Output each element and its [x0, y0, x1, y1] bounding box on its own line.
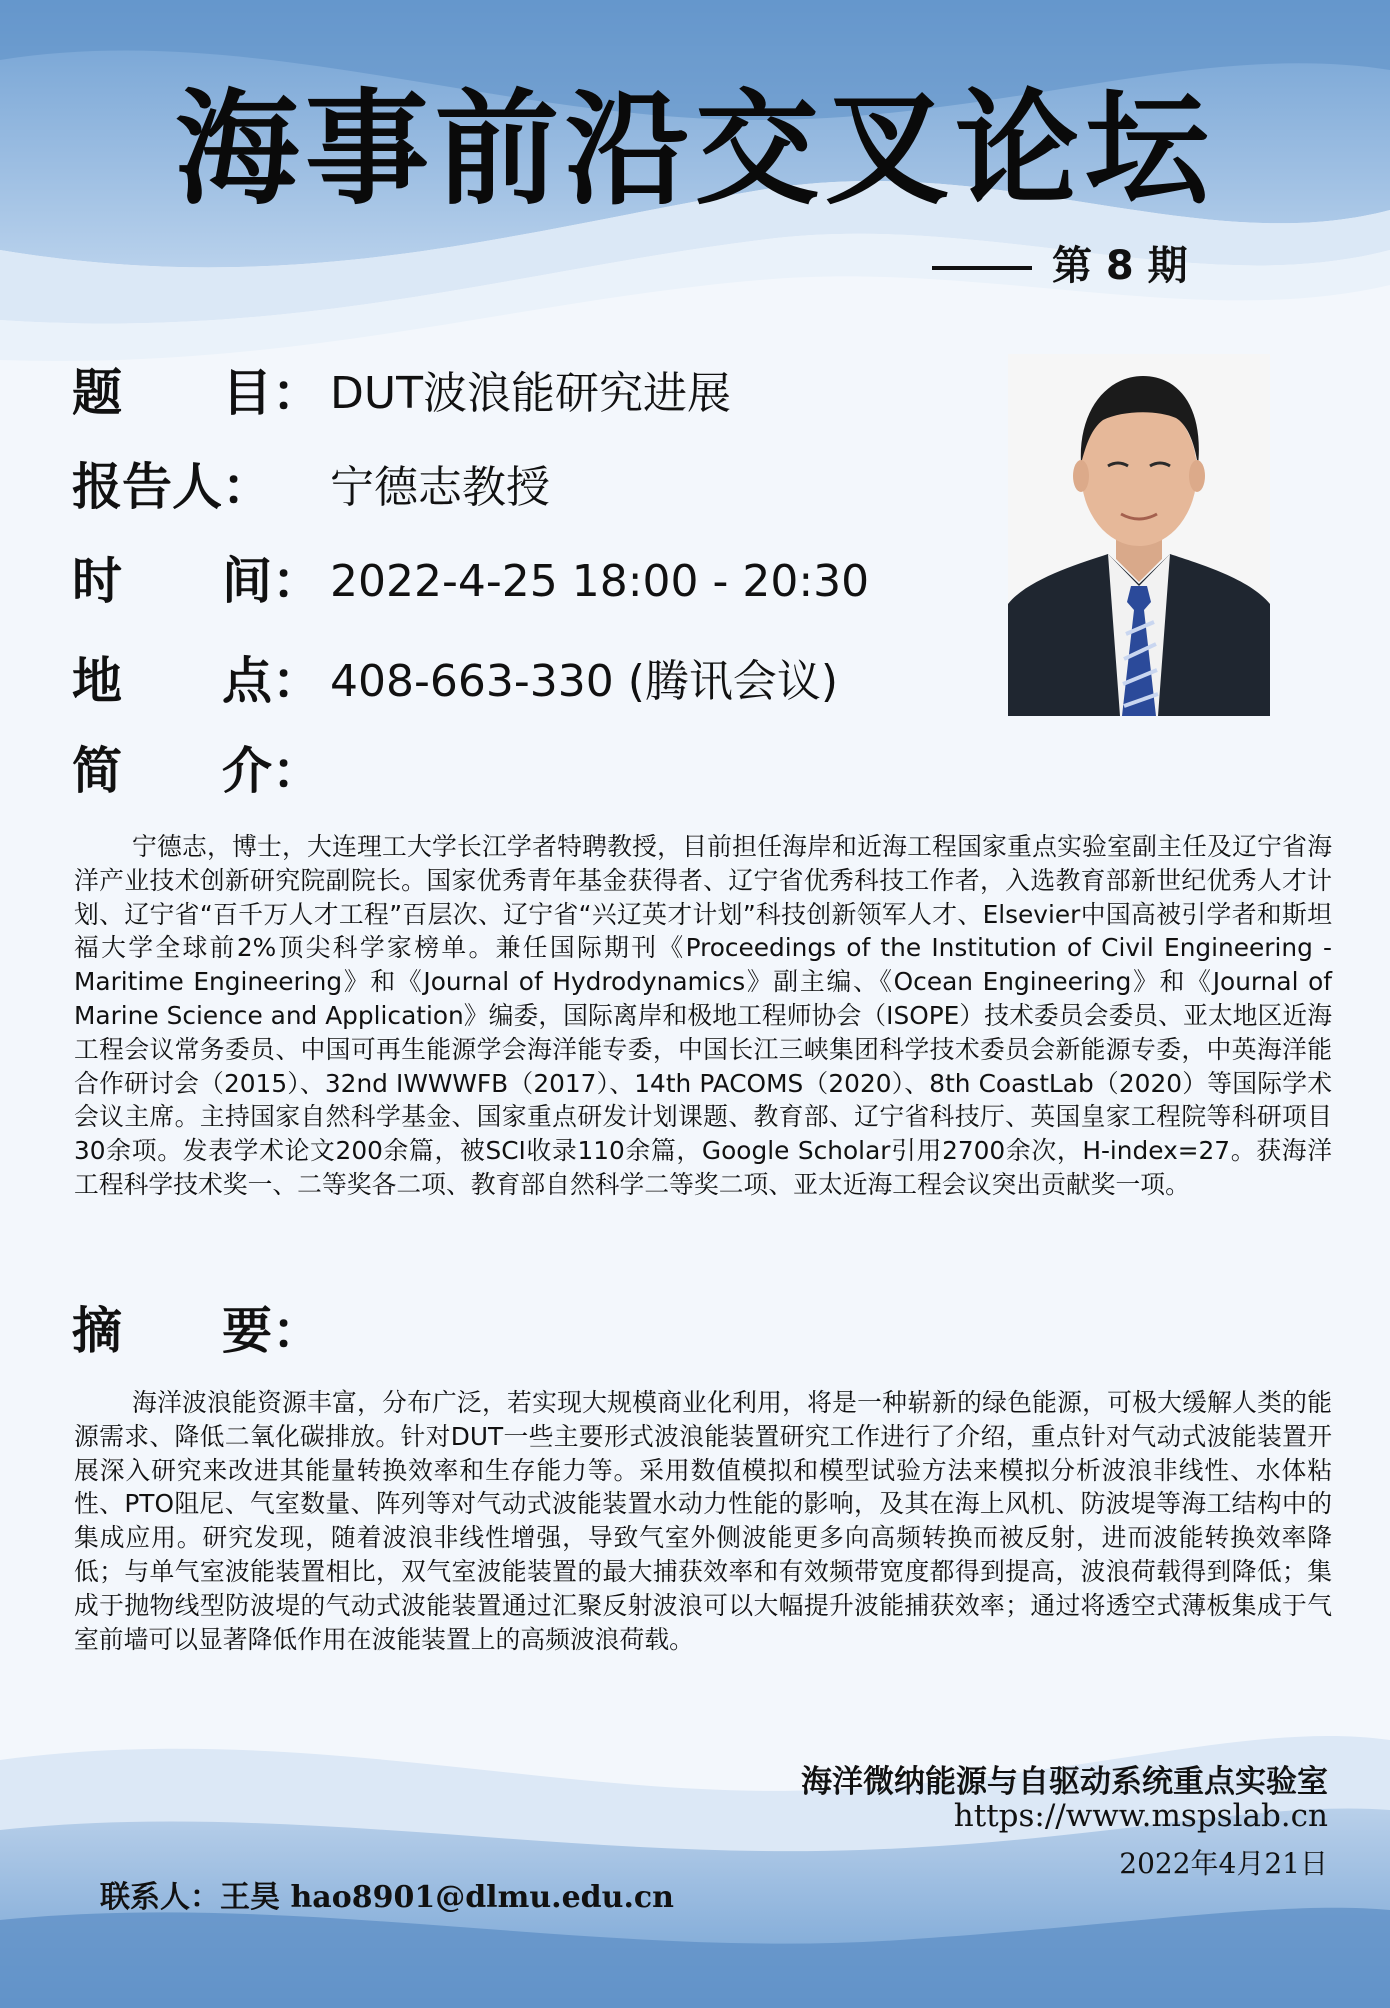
- speaker-label: 报告人：: [72, 458, 272, 516]
- contact-info: 联系人：王昊 hao8901@dlmu.edu.cn: [100, 1880, 674, 1915]
- speaker-value: 宁德志教授: [330, 462, 550, 513]
- topic-label: 题 目：: [72, 364, 322, 422]
- time-label: 时 间：: [72, 552, 322, 610]
- lab-name: 海洋微纳能源与自驱动系统重点实验室: [801, 1764, 1328, 1800]
- bio-label: 简 介：: [72, 742, 322, 800]
- forum-title: 海事前沿交叉论坛: [174, 78, 1215, 222]
- place-label: 地 点：: [72, 652, 322, 710]
- issue-label: 第 8 期: [1052, 243, 1188, 289]
- lab-url[interactable]: https://www.mspslab.cn: [953, 1798, 1328, 1834]
- abstract-label: 摘 要：: [72, 1302, 322, 1360]
- abstract-paragraph: 海洋波浪能资源丰富，分布广泛，若实现大规模商业化利用，将是一种崭新的绿色能源，可极大缓解人类的能源需求、降低二氧化碳排放。针对DUT一些主要形式波浪能装置研究工作进行了介绍，重点针对气动式波能装置开展深入研究来改进其能量转换效率和生存能力等。采用数值模拟和模型试验方法来模拟分析波浪非线性、水体粘性、PTO阻尼、气室数量、阵列等对气动式波能装置水动力性能的影响，及其在海上风机、防波堤等海工结构中的集成应用。研究发现，随着波浪非线性增强，导致气室外侧波能更多向高频转换而被反射，进而波能转换效率降低；与单气室波能装置相比，双气室波能装置的最大捕获效率和有效频带宽度都得到提高，波浪荷载得到降低；集成于抛物线型防波堤的气动式波能装置通过汇聚反射波浪可以大幅提升波能捕获效率；通过将透空式薄板集成于气室前墙可以显著降低作用在波能装置上的高频波浪荷载。: [74, 1388, 1332, 1654]
- speaker-photo: [1008, 354, 1270, 716]
- bio-paragraph: 宁德志，博士，大连理工大学长江学者特聘教授，目前担任海岸和近海工程国家重点实验室副主任及辽宁省海洋产业技术创新研究院副院长。国家优秀青年基金获得者、辽宁省优秀科技工作者，入选教育部新世纪优秀人才计划、辽宁省“百千万人才工程”百层次、辽宁省“兴辽英才计划”科技创新领军人才、Elsevier中国高被引学者和斯坦福大学全球前2%顶尖科学家榜单。兼任国际期刊《Proceedings of the Institution of Civil Engineering - Maritime Engineering》和《Journal of Hydrodynamics》副主编、《Ocean Engineering》和《Journal of Marine Science and Application》编委，国际离岸和极地工程师协会（ISOPE）技术委员会委员、亚太地区近海工程会议常务委员、中国可再生能源学会海洋能专委，中国长江三峡集团科学技术委员会新能源专委，中英海洋能合作研讨会（2015）、32nd IWWWFB（2017）、14th PACOMS（2020）、8th CoastLab（2020）等国际学术会议主席。主持国家自然科学基金、国家重点研发计划课题、教育部、辽宁省科技厅、英国皇家工程院等科研项目30余项。发表学术论文200余篇，被SCI收录110余篇，Google Scholar引用2700余次，H-index=27。获海洋工程科学技术奖一、二等奖各二项、教育部自然科学二等奖二项、亚太近海工程会议突出贡献奖一项。: [74, 832, 1332, 1199]
- notice-date: 2022年4月21日: [1119, 1847, 1328, 1880]
- place-value: 408-663-330 (腾讯会议): [330, 656, 839, 707]
- dash-line: [932, 266, 1032, 270]
- topic-value: DUT波浪能研究进展: [330, 368, 731, 419]
- time-value: 2022-4-25 18:00 - 20:30: [330, 556, 870, 607]
- issue-number: [932, 234, 1188, 291]
